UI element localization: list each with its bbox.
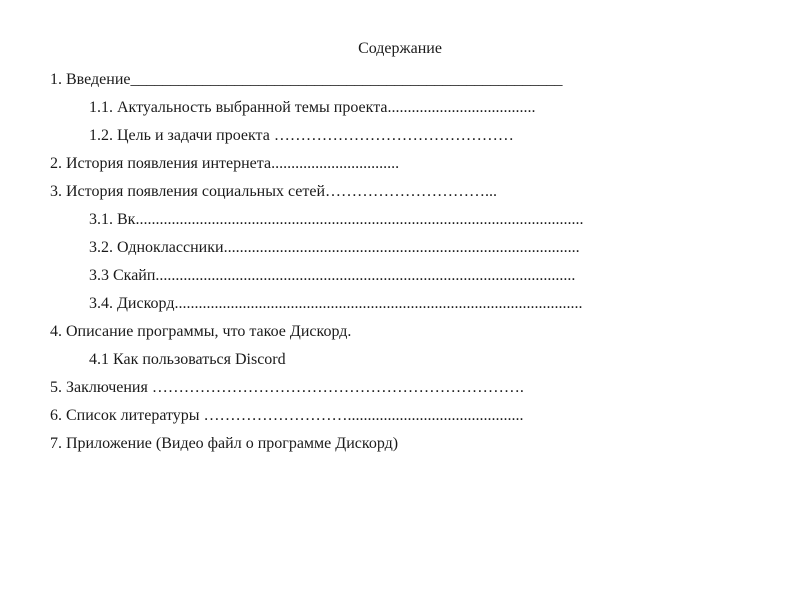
toc-entry-2: 2. История появления интернета................................	[50, 155, 400, 172]
toc-entry-7: 7. Приложение (Видео файл о программе Дискорд)	[50, 435, 399, 452]
toc-entry-1-1: 1.1. Актуальность выбранной темы проекта.....................................	[89, 99, 536, 116]
toc-entry-5: 5. Заключения …………………………………………………………….	[50, 379, 524, 396]
toc-entry-3-1: 3.1. Вк................................................................................................................	[89, 211, 584, 228]
toc-entry-4: 4. Описание программы, что такое Дискорд.	[50, 323, 352, 340]
toc-entry-6: 6. Список литературы ………………………............................................	[50, 407, 524, 424]
toc-entry-4-1: 4.1 Как пользоваться Discord	[89, 351, 286, 368]
page-title: Содержание	[358, 40, 442, 57]
toc-entry-1: 1. Введение______________________________________________________	[50, 71, 563, 88]
toc-entry-3-4: 3.4. Дискорд......................................................................................................	[89, 295, 583, 312]
toc-entry-3-2: 3.2. Одноклассники.........................................................................................	[89, 239, 580, 256]
toc-entry-1-2: 1.2. Цель и задачи проекта ………………………………………	[89, 127, 514, 144]
toc-entry-3: 3. История появления социальных сетей…………………………...	[50, 183, 498, 200]
toc-entry-3-3: 3.3 Скайп.........................................................................................................	[89, 267, 576, 284]
